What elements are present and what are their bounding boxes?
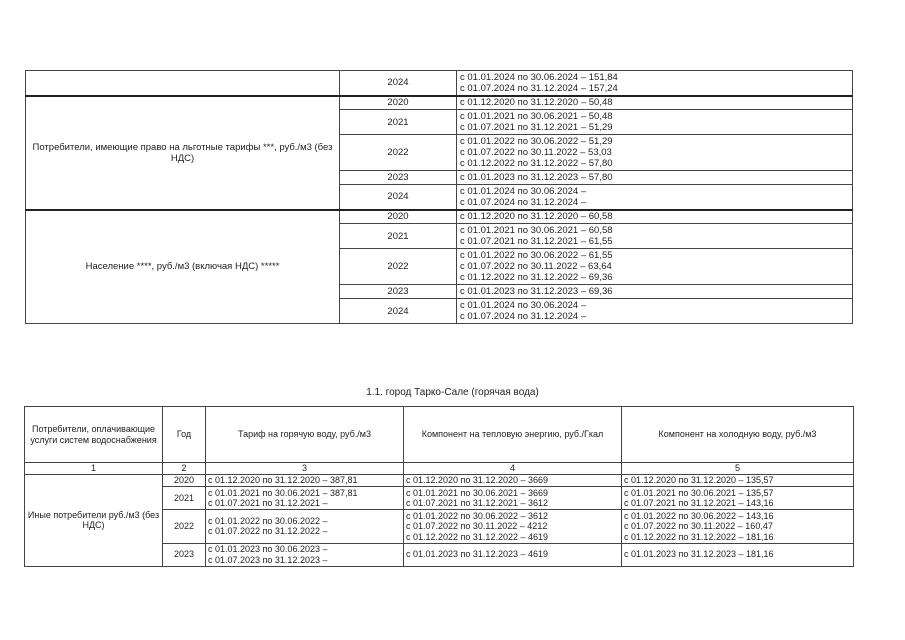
tariff-period: с 01.01.2022 по 30.06.2022 – 61,55 — [460, 250, 613, 261]
table-row — [26, 71, 853, 96]
year-cell: 2023 — [340, 171, 457, 185]
tariff-cell — [206, 510, 404, 544]
tariff-period: с 01.07.2021 по 31.12.2021 – 61,55 — [460, 236, 613, 247]
year-cell: 2020 — [340, 210, 457, 224]
header-heat-component: Компонент на тепловую энергию, руб./Гкал — [404, 407, 622, 463]
tariff-period: с 01.01.2024 по 30.06.2024 – — [460, 185, 587, 197]
heat-period: с 01.01.2021 по 30.06.2021 – 3669 — [406, 487, 548, 498]
tariff-cell — [457, 96, 853, 110]
tariff-period: с 01.07.2022 по 31.12.2022 – — [208, 526, 328, 537]
tariff-period: с 01.12.2020 по 31.12.2020 – 387,81 — [208, 475, 358, 485]
heat-period: с 01.07.2021 по 31.12.2021 – 3612 — [406, 498, 548, 508]
tariff-cell — [457, 285, 853, 299]
header-tariff: Тариф на горячую воду, руб./м3 — [206, 407, 404, 463]
year-cell: 2022 — [163, 510, 206, 544]
tariff-period: с 01.12.2022 по 31.12.2022 – 69,36 — [460, 272, 613, 283]
year-cell: 2022 — [340, 135, 457, 171]
cold-cell — [622, 510, 854, 544]
cold-period: с 01.07.2021 по 31.12.2021 – 143,16 — [624, 498, 774, 508]
heat-period: с 01.07.2022 по 30.11.2022 – 4212 — [406, 521, 548, 531]
consumer-cell — [26, 71, 340, 96]
tariff-cell — [457, 249, 853, 285]
tariff-period: с 01.01.2024 по 30.06.2024 – 151,84 — [460, 71, 618, 83]
tariff-cell — [206, 487, 404, 510]
tariff-period: с 01.07.2021 по 31.12.2021 – — [208, 498, 328, 508]
year-cell: 2024 — [340, 185, 457, 210]
cold-cell — [622, 487, 854, 510]
year-cell: 2024 — [340, 299, 457, 324]
tariff-table-hot-water — [24, 406, 854, 567]
year-cell: 2021 — [340, 110, 457, 135]
tariff-period: с 01.01.2023 по 31.12.2023 – 69,36 — [460, 286, 613, 297]
header-cold-component: Компонент на холодную воду, руб./м3 — [622, 407, 854, 463]
tariff-cell — [457, 299, 853, 324]
cold-period: с 01.01.2023 по 31.12.2023 – 181,16 — [624, 549, 774, 560]
year-cell: 2023 — [340, 285, 457, 299]
year-cell: 2024 — [340, 71, 457, 96]
year-cell: 2022 — [340, 249, 457, 285]
cold-period: с 01.12.2020 по 31.12.2020 – 135,57 — [624, 475, 774, 485]
tariff-cell — [457, 210, 853, 224]
heat-cell — [404, 543, 622, 566]
tariff-period: с 01.07.2022 по 30.11.2022 – 63,64 — [460, 261, 612, 272]
heat-cell — [404, 474, 622, 487]
tariff-period: с 01.12.2020 по 31.12.2020 – 50,48 — [460, 97, 613, 109]
heat-cell — [404, 510, 622, 544]
consumer-cell: Потребители, имеющие право на льготные тарифы ***, руб./м3 (без НДС) — [26, 96, 340, 210]
year-cell: 2023 — [163, 543, 206, 566]
table-row — [26, 96, 853, 110]
tariff-cell — [457, 71, 853, 96]
year-cell: 2021 — [340, 224, 457, 249]
cold-cell — [622, 543, 854, 566]
heat-period: с 01.01.2023 по 31.12.2023 – 4619 — [406, 549, 548, 560]
column-number: 3 — [206, 463, 404, 475]
tariff-cell — [457, 185, 853, 210]
tariff-cell — [206, 474, 404, 487]
tariff-cell — [457, 171, 853, 185]
heat-period: с 01.12.2020 по 31.12.2020 – 3669 — [406, 475, 548, 485]
tariff-period: с 01.01.2023 по 30.06.2023 – — [208, 544, 328, 554]
cold-period: с 01.07.2022 по 30.11.2022 – 160,47 — [624, 521, 773, 531]
column-number: 5 — [622, 463, 854, 475]
section-title: 1.1. город Тарко-Сале (горячая вода) — [366, 387, 539, 398]
tariff-cell — [457, 135, 853, 171]
heat-period: с 01.12.2022 по 31.12.2022 – 4619 — [406, 531, 548, 542]
tariff-cell — [457, 224, 853, 249]
heat-cell — [404, 487, 622, 510]
header-year: Год — [163, 407, 206, 463]
tariff-period: с 01.07.2024 по 31.12.2024 – 157,24 — [460, 82, 618, 94]
tariff-period: с 01.01.2024 по 30.06.2024 – — [460, 300, 587, 311]
tariff-table-cold-water — [25, 70, 853, 324]
cold-cell — [622, 474, 854, 487]
tariff-period: с 01.01.2021 по 30.06.2021 – 60,58 — [460, 225, 613, 236]
tariff-period: с 01.07.2024 по 31.12.2024 – — [460, 196, 587, 208]
tariff-period: с 01.12.2020 по 31.12.2020 – 60,58 — [460, 211, 613, 223]
tariff-period: с 01.12.2022 по 31.12.2022 – 57,80 — [460, 158, 613, 169]
consumer-cell: Население ****, руб./м3 (включая НДС) ***** — [26, 210, 340, 324]
heat-period: с 01.01.2022 по 30.06.2022 – 3612 — [406, 510, 548, 521]
tariff-period: с 01.01.2022 по 30.06.2022 – 51,29 — [460, 136, 613, 147]
tariff-period: с 01.01.2021 по 30.06.2021 – 50,48 — [460, 111, 613, 122]
table-row — [25, 474, 854, 487]
year-cell: 2020 — [163, 474, 206, 487]
column-number: 2 — [163, 463, 206, 475]
consumer-cell: Иные потребители руб./м3 (без НДС) — [25, 474, 163, 566]
year-cell: 2020 — [340, 96, 457, 110]
tariff-period: с 01.07.2024 по 31.12.2024 – — [460, 311, 587, 322]
tariff-cell — [457, 110, 853, 135]
table-row — [26, 210, 853, 224]
tariff-period: с 01.07.2022 по 30.11.2022 – 53,03 — [460, 147, 612, 158]
year-cell: 2021 — [163, 487, 206, 510]
tariff-period: с 01.07.2023 по 31.12.2023 – — [208, 554, 328, 565]
tariff-cell — [206, 543, 404, 566]
header-consumers: Потребители, оплачивающие услуги систем водоснабжения — [25, 407, 163, 463]
cold-period: с 01.01.2022 по 30.06.2022 – 143,16 — [624, 510, 774, 521]
cold-period: с 01.01.2021 по 30.06.2021 – 135,57 — [624, 487, 774, 498]
tariff-period: с 01.01.2022 по 30.06.2022 – — [208, 515, 328, 526]
tariff-period: с 01.07.2021 по 31.12.2021 – 51,29 — [460, 122, 613, 133]
cold-period: с 01.12.2022 по 31.12.2022 – 181,16 — [624, 531, 774, 542]
column-number: 1 — [25, 463, 163, 475]
column-number: 4 — [404, 463, 622, 475]
tariff-period: с 01.01.2023 по 31.12.2023 – 57,80 — [460, 172, 613, 183]
tariff-period: с 01.01.2021 по 30.06.2021 – 387,81 — [208, 487, 358, 498]
